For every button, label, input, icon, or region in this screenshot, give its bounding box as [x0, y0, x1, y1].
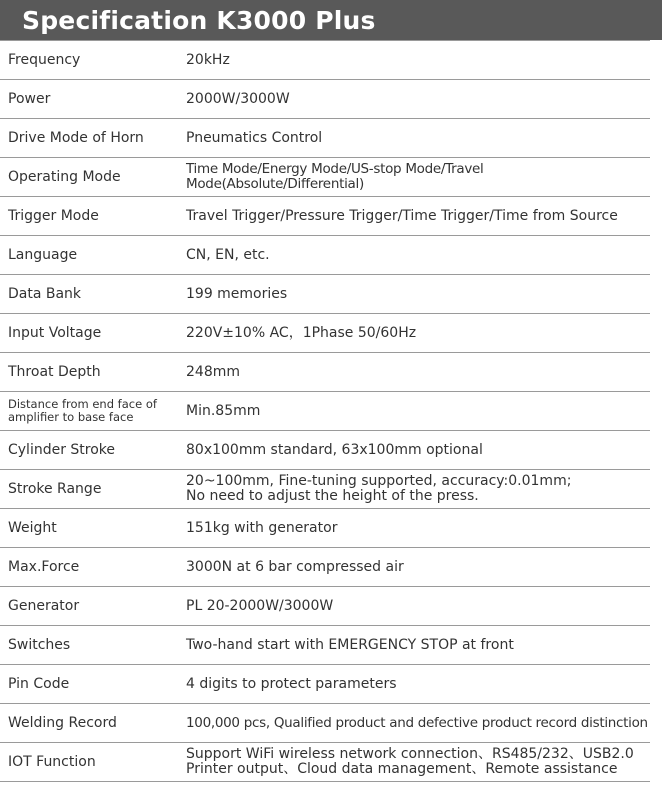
row-label: Operating Mode [0, 158, 176, 197]
table-row [0, 236, 650, 275]
row-label: Welding Record [0, 704, 176, 743]
row-value-line: Printer output、Cloud data management、Remote assistance [186, 761, 618, 777]
table-row [0, 587, 650, 626]
row-label: Language [0, 236, 176, 275]
row-label: Frequency [0, 41, 176, 80]
row-value: 199 memories [176, 275, 650, 314]
row-value-line: 20~100mm, Fine-tuning supported, accuracy:0.01mm; [186, 473, 572, 489]
table-row [0, 509, 650, 548]
row-label: Switches [0, 626, 176, 665]
table-row [0, 626, 650, 665]
row-label: Throat Depth [0, 353, 176, 392]
row-label: Power [0, 80, 176, 119]
specification-table [0, 40, 650, 782]
row-value: Travel Trigger/Pressure Trigger/Time Trigger/Time from Source [176, 197, 650, 236]
row-value: Min.85mm [176, 392, 650, 431]
row-value: 220V±10% AC，1Phase 50/60Hz [176, 314, 650, 353]
row-label: Data Bank [0, 275, 176, 314]
table-row [0, 470, 650, 509]
row-value: 80x100mm standard, 63x100mm optional [176, 431, 650, 470]
table-row [0, 665, 650, 704]
row-value [176, 743, 650, 782]
row-value-line: No need to adjust the height of the press. [186, 488, 479, 504]
table-row [0, 158, 650, 197]
row-label: Distance from end face of amplifier to base face [0, 392, 176, 431]
row-value: CN, EN, etc. [176, 236, 650, 275]
table-row [0, 743, 650, 782]
row-value: 4 digits to protect parameters [176, 665, 650, 704]
row-value: Time Mode/Energy Mode/US-stop Mode/Travel Mode(Absolute/Differential) [176, 158, 650, 197]
table-row [0, 197, 650, 236]
row-label: Input Voltage [0, 314, 176, 353]
row-label: Cylinder Stroke [0, 431, 176, 470]
table-row [0, 80, 650, 119]
table-row [0, 41, 650, 80]
page-title: Specification K3000 Plus [0, 0, 662, 40]
table-row [0, 353, 650, 392]
row-value: Two-hand start with EMERGENCY STOP at front [176, 626, 650, 665]
table-row [0, 314, 650, 353]
row-label: Trigger Mode [0, 197, 176, 236]
row-value: Pneumatics Control [176, 119, 650, 158]
row-label: Generator [0, 587, 176, 626]
row-label: Stroke Range [0, 470, 176, 509]
table-row [0, 119, 650, 158]
table-row [0, 704, 650, 743]
row-value: PL 20-2000W/3000W [176, 587, 650, 626]
row-label: Max.Force [0, 548, 176, 587]
table-row [0, 392, 650, 431]
row-label: Pin Code [0, 665, 176, 704]
row-value: 3000N at 6 bar compressed air [176, 548, 650, 587]
row-label: Drive Mode of Horn [0, 119, 176, 158]
row-value [176, 470, 650, 509]
row-value: 20kHz [176, 41, 650, 80]
row-label: Weight [0, 509, 176, 548]
row-value: 2000W/3000W [176, 80, 650, 119]
table-row [0, 431, 650, 470]
row-value-line: Support WiFi wireless network connection、RS485/232、USB2.0 [186, 746, 634, 762]
row-value: 100,000 pcs, Qualified product and defective product record distinction [176, 704, 650, 743]
row-value: 151kg with generator [176, 509, 650, 548]
table-row [0, 275, 650, 314]
row-value: 248mm [176, 353, 650, 392]
row-label: IOT Function [0, 743, 176, 782]
table-row [0, 548, 650, 587]
